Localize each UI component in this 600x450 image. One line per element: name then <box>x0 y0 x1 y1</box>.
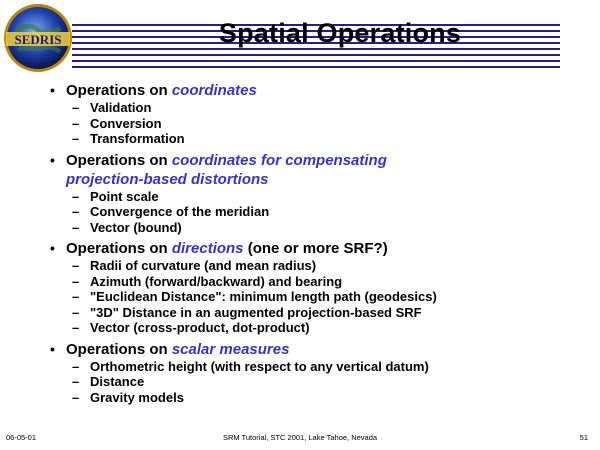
sub-bullet-text: Orthometric height (with respect to any vertical datum) <box>90 358 429 374</box>
dash-marker: – <box>72 115 80 131</box>
sub-bullet-text: Vector (bound) <box>90 219 182 235</box>
dash-marker: – <box>72 358 80 374</box>
bullet-marker: • <box>50 82 55 98</box>
sub-bullet-text: Point scale <box>90 188 159 204</box>
sub-bullet-text: "Euclidean Distance": minimum length path (geodesics) <box>90 289 437 304</box>
dash-marker: – <box>72 219 80 235</box>
bullet-emphasis: coordinates for compensating <box>171 151 387 169</box>
dash-marker: – <box>72 320 80 335</box>
dash-marker: – <box>72 204 80 219</box>
footer-page-number: 51 <box>579 433 588 442</box>
bullet-emphasis: directions <box>171 240 244 257</box>
footer-date: 06-05-01 <box>6 433 37 442</box>
sub-bullet-item <box>50 131 590 147</box>
sub-bullet-text: "3D" Distance in an augmented projection-based SRF <box>90 304 422 320</box>
sedris-logo <box>2 2 74 74</box>
sub-bullet-item <box>50 258 590 274</box>
bullet-marker: • <box>50 240 55 256</box>
bullet-item <box>50 340 590 359</box>
dash-marker: – <box>72 258 80 273</box>
sub-bullet-item <box>50 274 590 290</box>
bullet-emphasis: coordinates <box>171 82 257 99</box>
bullet-item <box>50 239 590 258</box>
sub-bullet-text: Azimuth (forward/backward) and bearing <box>90 273 343 289</box>
bullet-text: Operations on <box>66 151 172 169</box>
bullet-marker: • <box>50 151 55 168</box>
sub-bullet-text: Validation <box>90 100 152 115</box>
bullet-list <box>50 77 590 405</box>
sub-bullet-item <box>50 320 590 336</box>
bullet-marker: • <box>50 340 55 357</box>
dash-marker: – <box>72 374 80 389</box>
bullet-emphasis-line2: projection-based distortions <box>66 170 269 188</box>
sub-bullet-text: Convergence of the meridian <box>90 204 270 219</box>
dash-marker: – <box>72 304 80 320</box>
dash-marker: – <box>72 131 80 146</box>
bullet-text: Operations on <box>66 240 172 257</box>
sub-bullet-item <box>50 390 590 406</box>
sub-bullet-text: Gravity models <box>90 389 184 405</box>
sub-bullet-item <box>50 359 590 375</box>
bullet-item <box>50 81 590 100</box>
dash-marker: – <box>72 273 80 289</box>
dash-marker: – <box>72 100 80 115</box>
bullet-text: Operations on <box>66 82 172 99</box>
sub-bullet-text: Conversion <box>90 115 162 131</box>
sub-bullet-item <box>50 204 590 220</box>
dash-marker: – <box>72 289 80 304</box>
logo-text: SEDRIS <box>14 32 62 47</box>
sub-bullet-text: Distance <box>90 374 145 389</box>
slide-title: Spatial Operations <box>218 18 462 48</box>
sub-bullet-item <box>50 305 590 321</box>
bullet-text: Operations on <box>66 340 172 358</box>
bullet-emphasis: scalar measures <box>171 340 290 358</box>
bullet-suffix: (one or more SRF?) <box>243 240 388 257</box>
sub-bullet-item <box>50 100 590 116</box>
sub-bullet-text: Vector (cross-product, dot-product) <box>90 320 310 335</box>
sub-bullet-item <box>50 374 590 390</box>
sub-bullet-text: Transformation <box>90 131 185 146</box>
footer-center: SRM Tutorial, STC 2001, Lake Tahoe, Nevada <box>222 433 378 442</box>
sub-bullet-text: Radii of curvature (and mean radius) <box>90 258 317 273</box>
dash-marker: – <box>72 188 80 204</box>
sub-bullet-item <box>50 189 590 205</box>
bullet-item <box>50 151 590 189</box>
sub-bullet-item <box>50 116 590 132</box>
sub-bullet-item <box>50 220 590 236</box>
sub-bullet-item <box>50 289 590 305</box>
dash-marker: – <box>72 389 80 405</box>
